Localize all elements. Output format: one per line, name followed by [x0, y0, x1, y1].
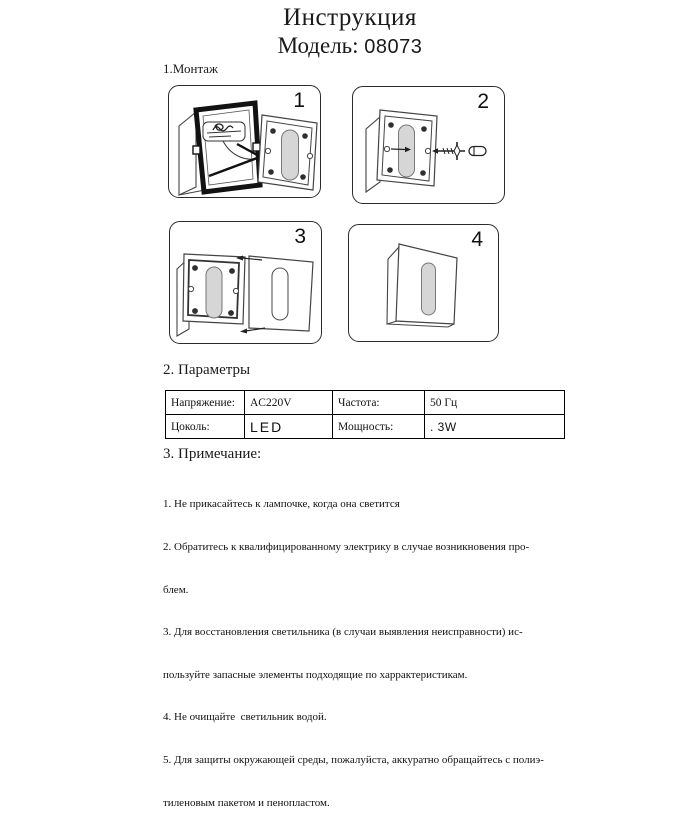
note-line: 3. Для восстановления светильника (в случаи выявления неисправности) ис-: [163, 626, 523, 639]
model-number: 08073: [364, 36, 423, 58]
table-row: [166, 415, 565, 439]
model-line: [0, 33, 700, 59]
note-line: 5. Для защиты окружающей среды, пожалуйста, аккуратно обращайтесь с полиэ-: [163, 754, 544, 767]
step-number: 1: [293, 89, 305, 112]
note-line: пользуйте запасные элементы подходящие по харрактеристикам.: [163, 668, 468, 681]
param-value-voltage: AC220V: [245, 391, 333, 415]
param-value-frequency: 50 Гц: [425, 391, 565, 415]
params-heading: 2. Параметры: [163, 362, 251, 378]
model-label: Модель:: [277, 33, 359, 58]
note-line: тиленовым пакетом и пенопластом.: [163, 796, 330, 809]
param-label-socket: Цоколь:: [166, 415, 245, 439]
step-number: 4: [471, 228, 483, 251]
notes-list: [163, 469, 593, 838]
montage-step-2: [352, 86, 505, 204]
page-title: Инструкция: [283, 4, 417, 31]
table-row: [166, 391, 565, 415]
montage-step-1: [168, 85, 321, 198]
note-line: 2. Обратитесь к квалифицированному электрику в случае возникновения про-: [163, 541, 530, 554]
montage-step-4: [348, 224, 499, 342]
note-line: 1. Не прикасайтесь к лампочке, когда она светится: [163, 498, 400, 511]
param-label-power: Мощность:: [333, 415, 425, 439]
param-label-frequency: Частота:: [333, 391, 425, 415]
step-number: 3: [294, 225, 306, 248]
param-value-power: . 3W: [425, 415, 565, 439]
montage-step-3: [169, 221, 322, 344]
params-table: [165, 390, 565, 439]
notes-heading: 3. Примечание:: [163, 446, 262, 462]
note-line: 4. Не очищайте светильник водой.: [163, 711, 327, 724]
montage-heading: 1.Монтаж: [163, 61, 219, 76]
param-value-socket: LED: [245, 415, 333, 439]
note-line: блем.: [163, 583, 189, 596]
param-label-voltage: Напряжение:: [166, 391, 245, 415]
step-number: 2: [477, 90, 489, 113]
